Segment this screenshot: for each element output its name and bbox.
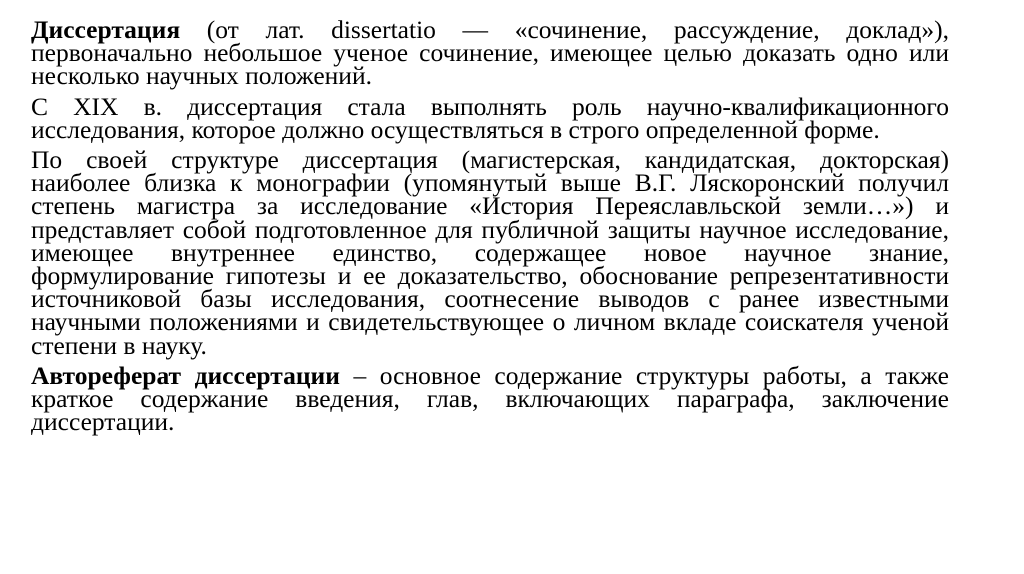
slide-text-body xyxy=(31,15,949,437)
paragraph-dissertation-definition xyxy=(31,15,949,91)
paragraph-text: С XIX в. диссертация стала выполнять роль научно-квалификационного исследования, которое должно осуществляться в строго определенной форме. xyxy=(31,91,949,144)
paragraph-dissertation-history xyxy=(31,91,949,144)
term-dissertation-abstract: Автореферат диссертации xyxy=(31,360,340,390)
paragraph-text: – основное содержание структуры работы, а также краткое содержание введения, глав, включающих параграфа, заключение диссертации. xyxy=(31,360,949,437)
paragraph-text: (от лат. dissertatio — «сочинение, рассуждение, доклад»), первоначально небольшое ученое сочинение, имеющее целью доказать одно или несколько научных положений. xyxy=(31,15,949,91)
paragraph-text: По своей структуре диссертация (магистерская, кандидатская, докторская) наиболее близка к монографии (упомянутый выше В.Г. Ляскоронский получил степень магистра за исследование «История Переяславльской земли…») и представляет собой подготовленное для публичной защиты научное исследование, имеющее внутреннее единство, содержащее новое научное знание, формулирование гипотезы и ее доказательство, обоснование репрезентативности источниковой базы исследования, соотнесение выводов с ранее известными научными положениями и свидетельствующее о личном вкладе соискателя ученой степени в науку. xyxy=(31,145,949,360)
paragraph-dissertation-structure xyxy=(31,145,949,360)
term-dissertation: Диссертация xyxy=(31,15,181,44)
paragraph-dissertation-abstract xyxy=(31,360,949,437)
